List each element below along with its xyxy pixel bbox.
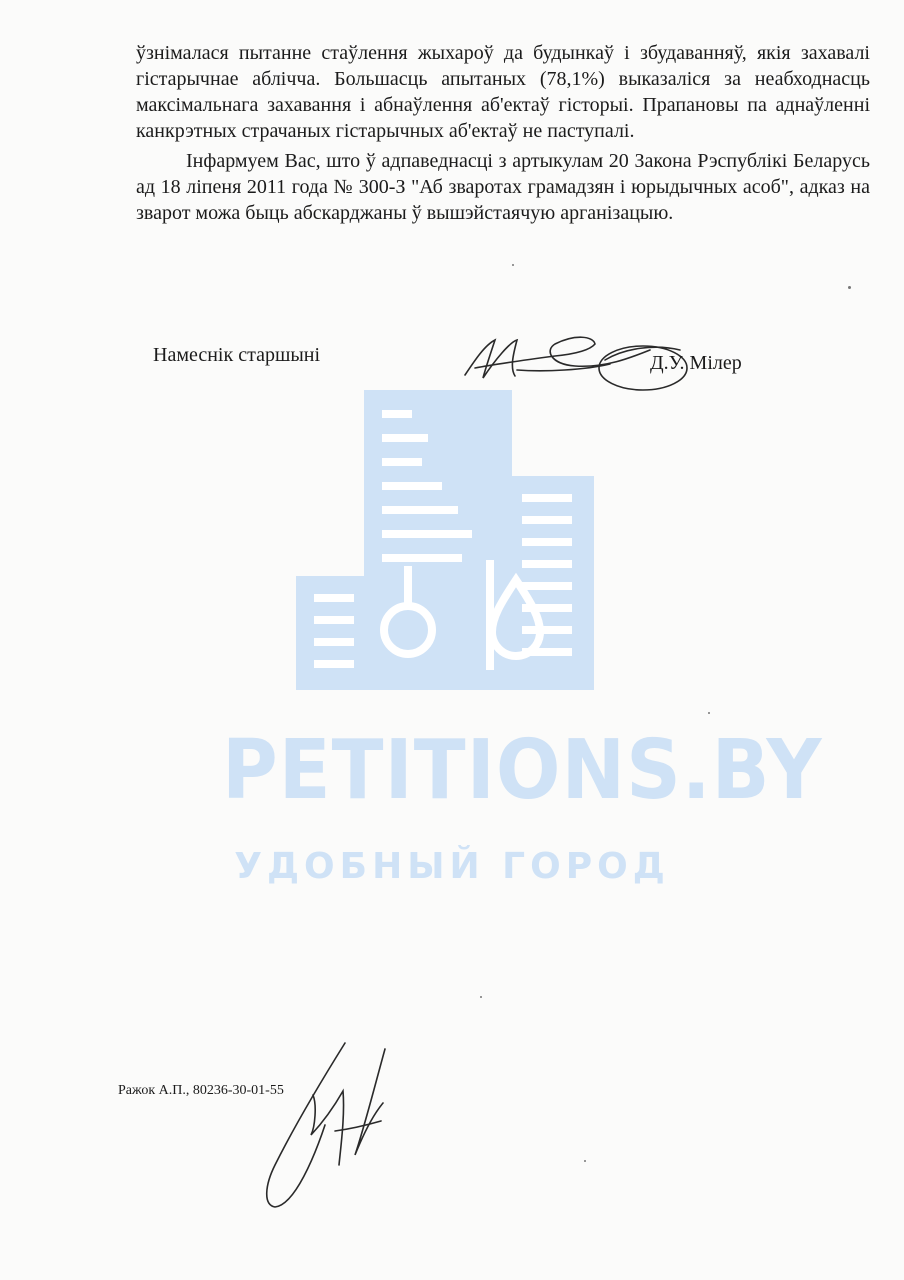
executor-contact: Ражок А.П., 80236-30-01-55 [118,1083,284,1098]
paragraph-appeal-info: Інфармуем Вас, што ў адпаведнасці з артыкулам 20 Закона Рэспублікі Беларусь ад 18 ліпеня 2011 года № 300-З "Аб зваротах грамадзян і юрыдычных асоб", адказ на зварот можа быць абскарджаны ў вышэйстаячую арганізацыю. [136,150,870,224]
executor-signature-icon [255,1035,405,1215]
scan-speck [512,264,514,266]
paragraph-survey: ўзнімалася пытанне стаўлення жыхароў да будынкаў і збудаванняў, якія захавалі гістарычнае аблічча. Большасць апытаных (78,1%) выказаліся за неабходнасць максімальнага захавання і абнаўлення аб'ектаў гісторыі. Прапановы па аднаўленні канкрэтных страчаных гістарычных аб'ектаў не паступалі. [136,42,870,142]
scan-speck [848,286,851,289]
scan-speck [480,996,482,998]
signatory-title: Намеснік старшыні [153,344,321,366]
petitions-logo-icon [230,390,670,710]
signatory-name: Д.У. Мілер [650,352,742,374]
letter-body [136,40,870,226]
watermark-title: PETITIONS.BY [222,721,823,818]
scan-speck [708,712,710,714]
watermark-subtitle: УДОБНЫЙ ГОРОД [234,846,670,887]
scan-speck [584,1160,586,1162]
